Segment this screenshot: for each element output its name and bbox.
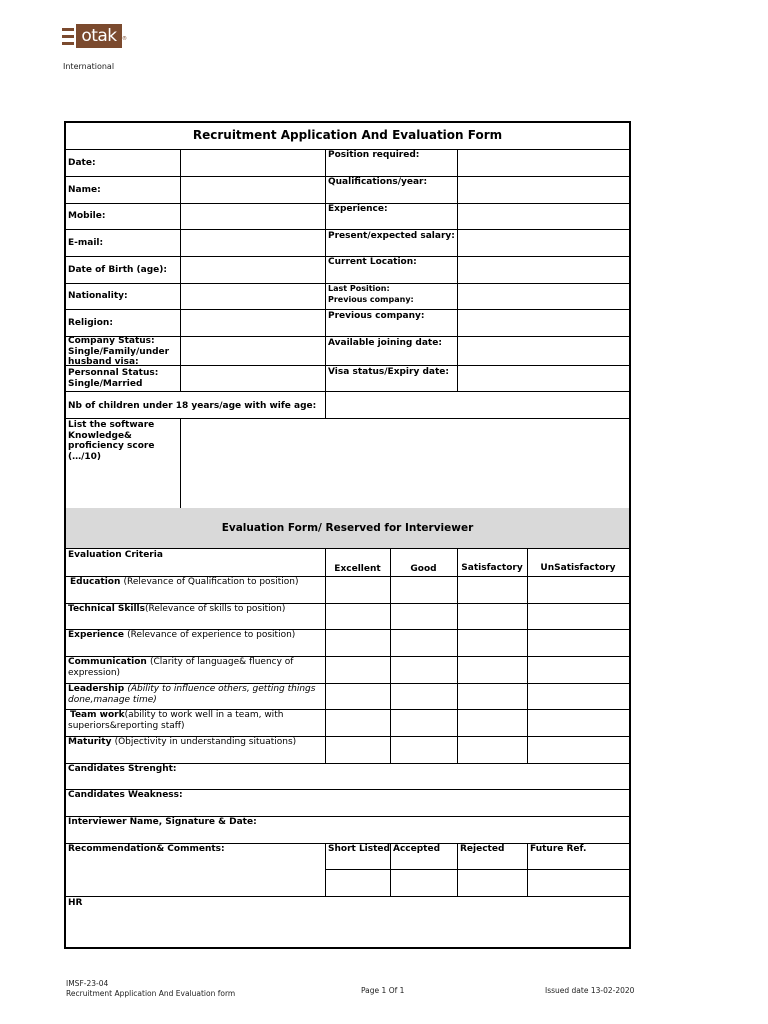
footer-page-number: Page 1 Of 1 (361, 986, 405, 995)
criterion-label: Team work (70, 710, 125, 720)
col-line (325, 548, 326, 763)
row-line (66, 418, 629, 419)
personal-status-label (68, 368, 158, 389)
qualifications-label: Qualifications/year: (328, 177, 428, 187)
criterion-label: Maturity (68, 737, 112, 747)
form-title: Recruitment Application And Evaluation Form (192, 128, 503, 142)
criterion-label: Technical Skills (68, 604, 145, 614)
personal-status-line: Personnal Status: (68, 368, 159, 378)
col-line (325, 391, 326, 419)
criterion-note: (Relevance of experience to position) (127, 630, 296, 640)
criteria-header: Evaluation Criteria (68, 550, 163, 560)
logo-bar (62, 28, 74, 31)
dob-label: Date of Birth (age): (68, 265, 167, 275)
rating-unsatisfactory: UnSatisfactory (540, 563, 616, 573)
decision-accepted: Accepted (393, 844, 441, 854)
col-line (457, 548, 458, 763)
software-line: (…/10) (68, 451, 102, 462)
recruitment-form (64, 121, 631, 949)
current-location-label: Current Location: (328, 257, 417, 267)
footer-doc-name: Recruitment Application And Evaluation form (66, 989, 236, 998)
company-status-line: Single/Family/under (68, 346, 170, 357)
row-line (66, 896, 629, 897)
visa-status-label: Visa status/Expiry date: (328, 367, 449, 377)
footer-issued-date: Issued date 13-02-2020 (545, 986, 635, 995)
personal-status-line: Single/Married (68, 378, 143, 389)
decision-future-ref: Future Ref. (530, 844, 587, 854)
row-line (66, 229, 629, 230)
col-line (325, 149, 326, 392)
software-label (68, 420, 154, 462)
joining-date-label: Available joining date: (328, 338, 442, 348)
rating-satisfactory: Satisfactory (461, 563, 523, 573)
strength-label: Candidates Strenght: (68, 764, 177, 774)
salary-label: Present/expected salary: (328, 231, 455, 241)
col-line (457, 843, 458, 897)
criterion-leadership (68, 684, 315, 705)
criterion-note: (Objectivity in understanding situations) (114, 737, 297, 747)
children-label: Nb of children under 18 years/age with wife age: (68, 401, 317, 411)
col-line (390, 843, 391, 897)
col-line (390, 548, 391, 763)
criterion-note: expression) (68, 667, 121, 678)
criterion-label: Leadership (68, 684, 125, 694)
row-line (325, 869, 629, 870)
row-line (66, 391, 629, 392)
decision-rejected: Rejected (460, 844, 505, 854)
interviewer-label: Interviewer Name, Signature & Date: (68, 817, 257, 827)
previous-company-label: Previous company: (328, 311, 425, 321)
criterion-note: (Ability to influence others, getting things (127, 684, 316, 694)
evaluation-title: Evaluation Form/ Reserved for Interviewer (221, 522, 474, 534)
criterion-note: (Clarity of language& fluency of (149, 657, 294, 667)
rating-excellent: Excellent (334, 564, 381, 574)
col-line (527, 548, 528, 763)
footer-form-code: IMSF-23-04 (66, 979, 109, 988)
criterion-education (70, 577, 299, 588)
weakness-label: Candidates Weakness: (68, 790, 183, 800)
row-line (66, 309, 629, 310)
name-label: Name: (68, 185, 101, 195)
logo-bar (62, 42, 74, 45)
experience-label: Experience: (328, 204, 388, 214)
criterion-label: Communication (68, 657, 147, 667)
col-line (527, 843, 528, 897)
logo-subtitle: International (63, 62, 115, 71)
mobile-label: Mobile: (68, 211, 106, 221)
company-status-line: husband visa: (68, 357, 139, 367)
position-required-label: Position required: (328, 150, 420, 160)
criterion-label: Education (70, 577, 121, 587)
criterion-note: (Relevance of Qualification to position) (123, 577, 299, 587)
criterion-technical-skills (68, 604, 285, 615)
last-position-line: Previous company: (328, 294, 414, 304)
date-label: Date: (68, 158, 96, 168)
criterion-team-work (70, 710, 283, 731)
criterion-maturity (68, 737, 296, 748)
software-line: Knowledge& (68, 430, 132, 441)
col-line (457, 149, 458, 392)
rating-good: Good (410, 564, 437, 574)
criterion-note: superiors&reporting staff) (68, 720, 185, 731)
criterion-communication (68, 657, 293, 678)
criterion-label: Experience (68, 630, 124, 640)
col-line (180, 418, 181, 509)
criterion-note: done,manage time) (68, 694, 157, 705)
col-line (325, 843, 326, 897)
criterion-note: (Relevance of skills to position) (145, 604, 286, 614)
software-line: proficiency score (68, 441, 155, 451)
decision-short-listed: Short Listed (328, 844, 390, 854)
row-line (66, 548, 629, 549)
last-position-line: Last Position: (328, 284, 390, 293)
logo-brand: otak (81, 26, 117, 46)
email-label: E-mail: (68, 238, 104, 248)
criterion-note: (ability to work well in a team, with (124, 710, 284, 720)
company-logo (62, 24, 132, 74)
company-status-label (68, 336, 169, 368)
software-line: List the software (68, 420, 155, 430)
criterion-experience (68, 630, 295, 641)
nationality-label: Nationality: (68, 291, 128, 301)
religion-label: Religion: (68, 318, 113, 328)
col-line (180, 149, 181, 392)
hr-label: HR (68, 898, 83, 908)
last-position-label (328, 284, 414, 305)
recommendation-label: Recommendation& Comments: (68, 844, 225, 854)
logo-bar (62, 35, 74, 38)
company-status-line: Company Status: (68, 336, 155, 346)
logo-registered-mark: ® (122, 36, 127, 42)
